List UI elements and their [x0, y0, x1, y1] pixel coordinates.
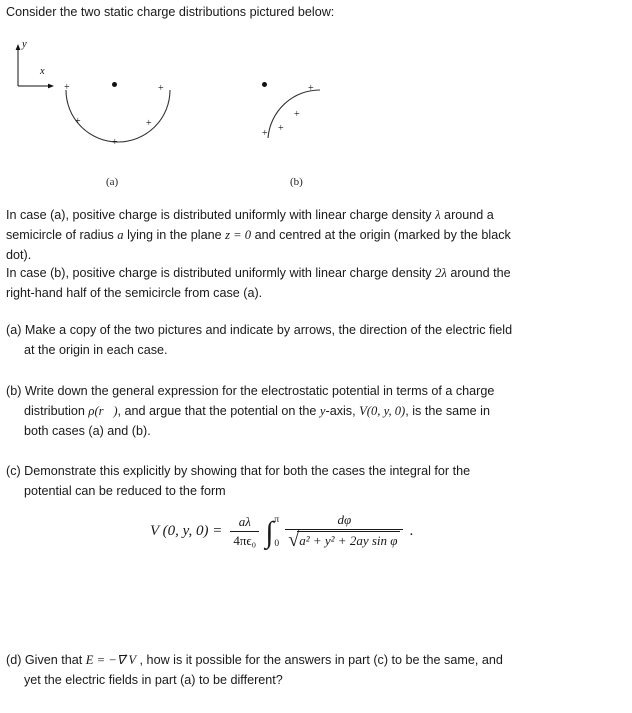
question-d-line2: yet the electric fields in part (a) to be different?: [24, 673, 283, 687]
lambda-symbol: λ: [435, 208, 441, 222]
question-c-line1: (c) Demonstrate this explicitly by showing that for both the cases the integral for the: [6, 464, 471, 478]
integrand-numerator: dφ: [337, 512, 352, 527]
case-b-line1-post: around the: [446, 266, 511, 280]
question-d: [6, 650, 618, 690]
paragraph-case-b: [6, 263, 618, 303]
radical-icon: √: [288, 529, 300, 551]
question-c-line2: potential can be reduced to the form: [24, 484, 226, 498]
case-b-line2: right-hand half of the semicircle from case (a).: [6, 286, 263, 300]
question-b-line2-post: , is the same in: [405, 404, 490, 418]
question-d-line1-pre: (d) Given that: [6, 653, 86, 667]
question-b: [6, 381, 614, 441]
integral-lower-limit: 0: [274, 538, 280, 549]
case-a-line2-pre: semicircle of radius: [6, 228, 118, 242]
y-axis-label: y: [22, 39, 27, 50]
question-b-line1: (b) Write down the general expression for the electrostatic potential in terms of a charge: [6, 384, 495, 398]
charge-sign: +: [158, 83, 164, 94]
equation-prefactor: [230, 514, 259, 549]
charge-sign: +: [294, 109, 300, 120]
field-gradient-equation: E = −∇⃗ V: [85, 653, 137, 667]
question-b-line2-mid: , and argue that the potential on the: [117, 404, 320, 418]
question-b-line2-mid2: -axis,: [325, 404, 360, 418]
charge-sign: +: [64, 82, 70, 93]
square-root: [288, 531, 400, 551]
equation-lhs: V (0, y, 0) =: [150, 523, 223, 539]
y-axis-symbol: y: [319, 404, 326, 418]
integrand-fraction: [285, 512, 403, 551]
figure-b: [250, 62, 380, 172]
question-d-line1-post: , how is it possible for the answers in part (c) to be the same, and: [136, 653, 503, 667]
charge-sign: +: [308, 83, 314, 94]
charge-sign: +: [278, 123, 284, 134]
question-c: [6, 461, 614, 501]
integral-sign: ∫: [265, 515, 274, 549]
case-a-line2-mid: lying in the plane: [123, 228, 226, 242]
question-b-line2: [6, 401, 614, 421]
origin-dot: [112, 82, 117, 87]
figure-a-caption: (a): [106, 176, 119, 188]
charge-sign: +: [75, 116, 81, 127]
question-b-line2-pre: distribution: [24, 404, 89, 418]
question-b-line3: both cases (a) and (b).: [24, 424, 151, 438]
intro-text: Consider the two static charge distributions pictured below:: [6, 5, 335, 19]
charge-density-symbol: ρ(r⃗): [88, 404, 118, 418]
potential-equation: [150, 512, 413, 551]
equation-period: .: [409, 523, 414, 539]
plane-equation: z = 0: [225, 228, 252, 242]
figure-area: [0, 34, 632, 194]
paragraph-case-a: [6, 205, 618, 265]
figure-b-caption: (b): [290, 176, 303, 188]
case-a-line3: dot).: [6, 248, 32, 262]
case-a-line2-post: and centred at the origin (marked by the black: [251, 228, 511, 242]
case-a-line1-post: around a: [440, 208, 494, 222]
x-axis-label: x: [40, 66, 45, 77]
prefactor-denominator: 4πϵ₀: [230, 531, 259, 549]
question-a: [6, 320, 614, 360]
integral-upper-limit: π: [274, 514, 280, 525]
integral-limits: [274, 515, 279, 549]
two-lambda-symbol: 2λ: [435, 266, 447, 280]
integrand-denominator: [285, 529, 403, 551]
case-a-line1-pre: In case (a), positive charge is distributed uniformly with linear charge density: [6, 208, 436, 222]
charge-sign: +: [112, 137, 118, 148]
charge-sign: +: [146, 118, 152, 129]
radius-symbol: a: [117, 228, 124, 242]
origin-dot: [262, 82, 267, 87]
radicand: a² + y² + 2ay sin φ: [297, 531, 400, 551]
charge-sign: +: [262, 128, 268, 139]
potential-symbol: V(0, y, 0): [359, 404, 406, 418]
figure-a: [58, 62, 188, 172]
case-b-line1-pre: In case (b), positive charge is distributed uniformly with linear charge density: [6, 266, 436, 280]
question-a-line2: at the origin in each case.: [24, 343, 168, 357]
question-a-line1: (a) Make a copy of the two pictures and indicate by arrows, the direction of the electric field: [6, 323, 513, 337]
prefactor-numerator: aλ: [238, 514, 251, 529]
